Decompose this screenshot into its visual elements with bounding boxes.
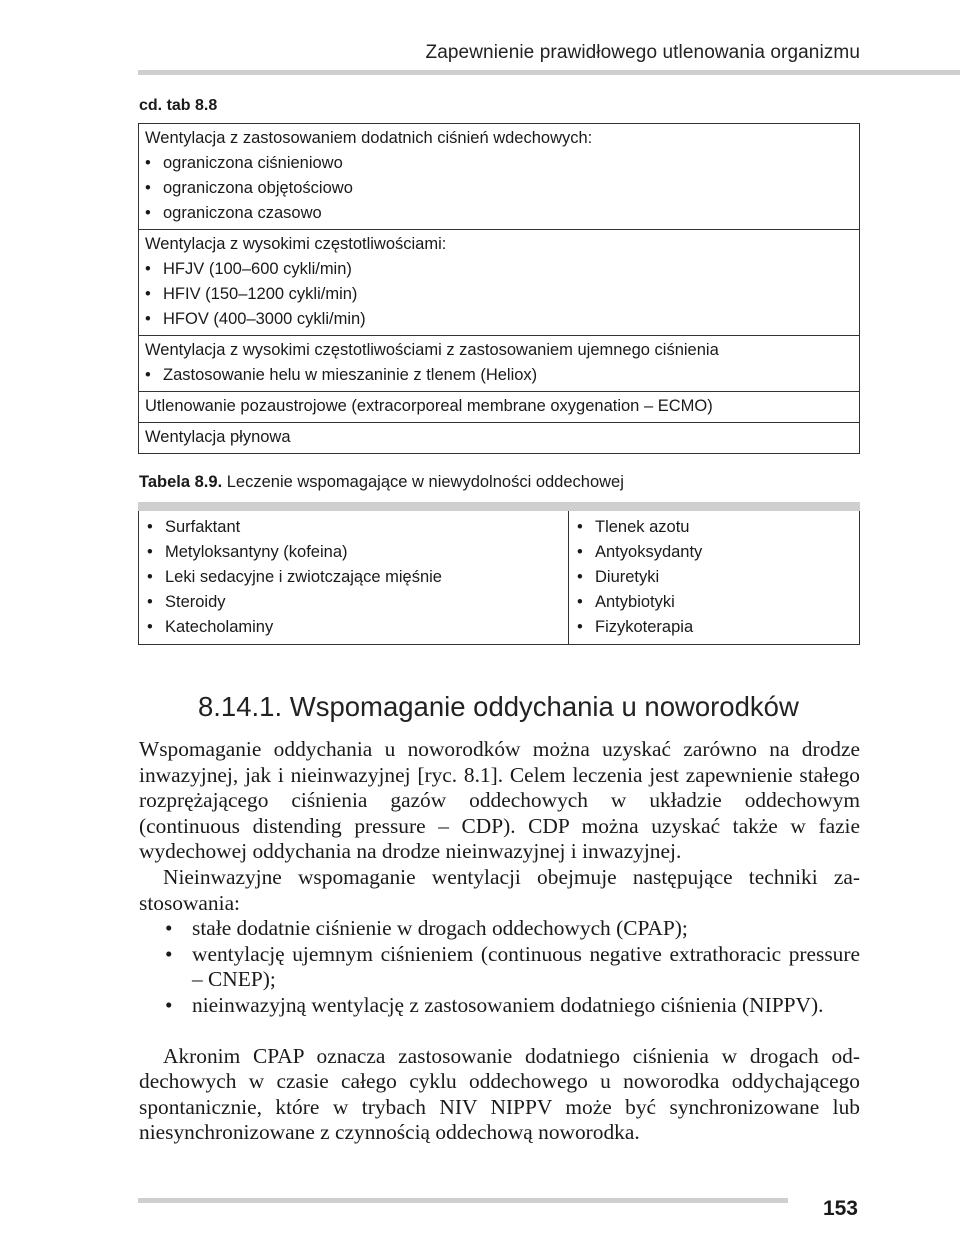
list-item: • HFJV (100–600 cykli/min) — [145, 257, 853, 282]
table-8-9-caption — [139, 473, 624, 492]
paragraph: Akronim CPAP oznacza zastosowanie dodatniego ciśnienia w drogach oddechowych w czasie całego cyklu oddechowego u noworodka oddychającego spontanicznie, które w trybach NIV NIPPV może być synchronizowane lub niesynchronizowane z czynnością oddechową noworodka. — [139, 1043, 860, 1145]
row-heading: Wentylacja z wysokimi częstotliwościami: — [145, 235, 447, 253]
list-item: • Antybiotyki — [577, 590, 851, 615]
right-column — [569, 511, 860, 645]
footer-rule — [138, 1198, 788, 1203]
table-continuation-label: cd. tab 8.8 — [139, 97, 218, 114]
section-title: 8.14.1. Wspomaganie oddychania u noworodków — [198, 691, 799, 722]
list-item: • stałe dodatnie ciśnienie w drogach oddechowych (CPAP); — [139, 916, 860, 942]
paragraph: Wspomaganie oddychania u noworodków można uzyskać zarówno na drodze inwazyjnej, jak i nieinwazyjnej [ryc. 8.1]. Celem leczenia jest zapewnienie stałego rozprężającego ciśnienia gazów oddechowych w układzie oddechowym (continuous distending pressure – CDP). CDP można uzyskać także w fazie wydechowej oddychania na drodze nieinwazyjnej i inwazyjnej. — [139, 737, 860, 864]
list-item: • nieinwazyjną wentylację z zastosowaniem dodatniego ciśnienia (NIPPV). — [139, 993, 860, 1019]
row-heading: Wentylacja z wysokimi częstotliwościami z zastosowaniem ujemnego ciśnienia — [145, 341, 719, 359]
table-row — [139, 124, 860, 230]
caption-label: Tabela 8.9. — [139, 473, 223, 491]
row-heading: Utlenowanie pozaustrojowe (extracorporeal membrane oxygenation – ECMO) — [145, 397, 713, 415]
left-column — [139, 511, 569, 645]
list-item: • Metyloksantyny (kofeina) — [147, 540, 560, 565]
list-item: • Diuretyki — [577, 565, 851, 590]
list-item: • Katecholaminy — [147, 615, 560, 640]
list-item: • HFIV (150–1200 cykli/min) — [145, 282, 853, 307]
list-item: • ograniczona ciśnieniowo — [145, 151, 853, 176]
row-heading: Wentylacja płynowa — [145, 428, 291, 446]
list-item: • Leki sedacyjne i zwiotczające mięśnie — [147, 565, 560, 590]
list-item: • Antyoksydanty — [577, 540, 851, 565]
list-item: • Steroidy — [147, 590, 560, 615]
table-row — [139, 392, 860, 423]
list-item: • Tlenek azotu — [577, 515, 851, 540]
table-row — [139, 423, 860, 454]
table-row — [139, 511, 860, 645]
table-row — [139, 336, 860, 392]
table-8-9-header-bar — [138, 502, 860, 511]
list-item: • ograniczona czasowo — [145, 201, 853, 226]
list-item: • Zastosowanie helu w mieszaninie z tlenem (Heliox) — [145, 363, 853, 388]
table-8-8 — [138, 123, 860, 454]
header-rule — [138, 70, 960, 75]
table-row — [139, 230, 860, 336]
list-item: • Surfaktant — [147, 515, 560, 540]
list-item: • ograniczona objętościowo — [145, 176, 853, 201]
table-8-9 — [138, 511, 860, 645]
row-heading: Wentylacja z zastosowaniem dodatnich ciśnień wdechowych: — [145, 129, 593, 147]
list-item: • Fizykoterapia — [577, 615, 851, 640]
page-number: 153 — [822, 1197, 858, 1220]
running-head: Zapewnienie prawidłowego utlenowania organizmu — [425, 42, 860, 63]
list-item: • HFOV (400–3000 cykli/min) — [145, 307, 853, 332]
paragraph: Nieinwazyjne wspomaganie wentylacji obejmuje następujące techniki zastosowania: — [139, 864, 860, 915]
section-body — [139, 737, 860, 1146]
technique-list — [139, 916, 860, 1018]
list-item: • wentylację ujemnym ciśnieniem (continuous negative extrathoracic pressure – CNEP); — [139, 942, 860, 993]
paragraph-gap — [139, 1019, 860, 1044]
caption-text: Leczenie wspomagające w niewydolności oddechowej — [222, 473, 624, 491]
